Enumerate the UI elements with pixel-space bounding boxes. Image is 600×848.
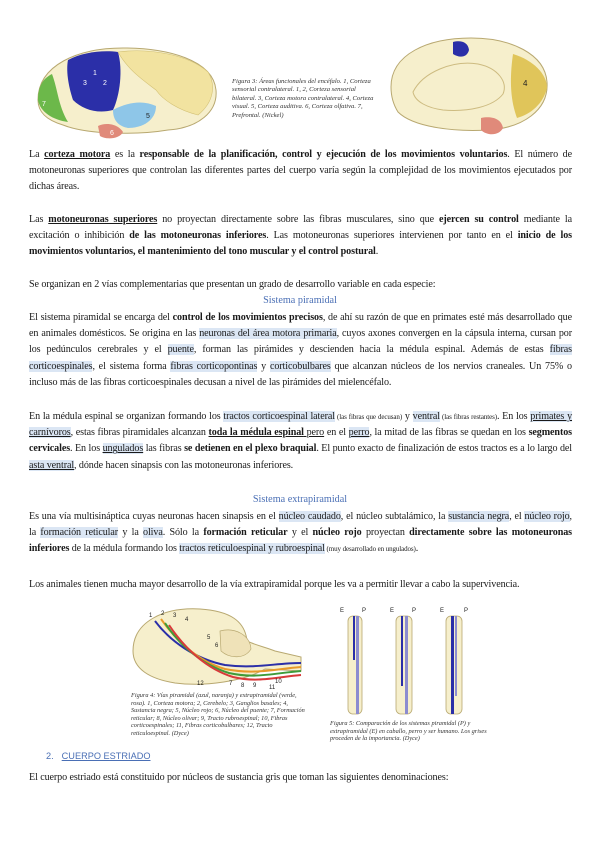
fig5-human (446, 616, 462, 714)
p5-text-16: . En los (70, 443, 103, 455)
p4-text-13: que alcanzan núcleos de los nervios craneales. Un 75% o incluso más de las fibras corticoespinales decusan a nivel de las pirámides del mielencéfalo. (29, 360, 572, 388)
p5-bold-plexo: se detienen en el plexo braquial (184, 443, 317, 455)
fig5-label-e2: E (390, 608, 395, 614)
figure-5-comparison (332, 604, 492, 718)
figure-3-caption: Figura 3: Áreas funcionales del encéfalo. 1, Corteza sensorial contralateral. 1, 2, Corteza sensorial bilateral. 3, Corteza motora contralateral. 4, Corteza visual. 5, Corteza auditiva. 6, Corteza olfativa. 7, Prefrontal. (Nickel) (232, 78, 374, 119)
p6-text-15: proyectan (361, 527, 410, 539)
p4-hl-corticoespinales: fibras corticoespinales (29, 344, 572, 372)
p1-term-corteza-motora: corteza motora (44, 149, 111, 160)
p5-text-4: y (402, 411, 413, 422)
fig4-label-3: 3 (173, 613, 177, 619)
p6-hl-oliva: oliva (143, 527, 163, 539)
p4-text-9: , el sistema forma (92, 360, 171, 372)
p5-text-20: . El punto exacto de finalización de estos tractos es a lo largo del (316, 443, 573, 455)
p6-text-7: , la (29, 511, 572, 539)
p5-small-decusan: (las fibras que decusan) (334, 413, 403, 421)
p2-text-7: . Las motoneuronas superiores intervienen por tanto en el (266, 230, 518, 242)
section-title-extrapiramidal: Sistema extrapiramidal (252, 494, 348, 505)
paragraph-cuerpo-estriado: El cuerpo estriado está constituido por núcleos de sustancia gris que toman las siguientes denominaciones: (29, 772, 449, 783)
fig4-label-10: 10 (275, 679, 282, 685)
fig3-label-6: 6 (110, 130, 114, 137)
p5-text-18: las fibras (143, 443, 185, 455)
fig5-label-p2: P (412, 608, 417, 614)
p4-text-5: , cuyos axones convergen en la cápsula interna, cursan por los pedúnculos cerebrales y el (29, 328, 573, 356)
figure-5-caption: Figura 5: Comparación de los sistemas piramidal (P) y extrapiramidal (E) en caballo, perro y ser humano. Los grises proceden de la importancia. (Dyce) (330, 720, 487, 743)
fig4-label-2: 2 (161, 611, 165, 617)
p4-hl-corticopontinas: fibras corticopontinas (170, 360, 258, 372)
p4-hl-puente: puente (167, 344, 194, 356)
p5-text-14: , la mitad de las fibras se quedan en los (369, 427, 529, 439)
area-visual (511, 54, 547, 118)
p5-bold-cervicales: segmentos cervicales (29, 427, 572, 455)
fig4-label-5: 5 (207, 635, 211, 641)
fig3-label-7: 7 (42, 101, 46, 108)
p6-small-ungulados: (muy desarrollado en ungulados) (324, 545, 416, 554)
p2-bold-inferiores: de las motoneuronas inferiores (129, 230, 267, 242)
p5-term-ungulados: ungulados (102, 443, 144, 455)
fig3-label-5: 5 (146, 113, 150, 120)
p4-text-11: y (257, 360, 270, 372)
fig5-label-e3: E (440, 608, 445, 614)
paragraph-medula-espinal (29, 409, 572, 474)
p5-small-restantes: (las fibras restantes) (439, 413, 497, 421)
p4-hl-corticobulbares: corticobulbares (269, 360, 331, 372)
p6-hl-sustancia-negra: sustancia negra (448, 511, 510, 522)
section-title-piramidal: Sistema piramidal (263, 295, 337, 306)
paragraph-corteza-motora (29, 147, 572, 196)
fig4-label-11: 11 (269, 685, 276, 691)
p2-term-motoneuronas-superiores: motoneuronas superiores (48, 214, 158, 225)
fig4-label-7: 7 (229, 681, 233, 687)
figure-3-brain-right (383, 32, 553, 142)
p6-text-5: , el (509, 511, 525, 522)
p5-text-22: , dónde hacen sinapsis con las motoneuronas inferiores. (74, 459, 294, 471)
fig5-label-p3: P (464, 608, 469, 614)
p6-hl-formacion-reticular: formación reticular (40, 527, 119, 539)
p5-text-9: , estas fibras piramidales alcanzan (70, 427, 209, 439)
p5-term-asta-ventral: asta ventral (29, 459, 75, 471)
paragraph-supervivencia: Los animales tienen mucha mayor desarrollo de la vía extrapiramidal porque les va a permitir llevar a cabo la supervivencia. (29, 579, 520, 590)
p5-term-primates: primates y carnívoros (29, 411, 573, 439)
fig5-label-p1: P (362, 608, 367, 614)
p6-text-1: Es una vía multisináptica cuyas neuronas hacen sinapsis en el (29, 511, 279, 522)
p2-bold-inicio: inicio de los movimientos voluntarios, el mantenimiento del tono muscular y el control postural (29, 230, 572, 258)
p6-text-11: . Sólo la (162, 527, 204, 539)
p6-text-13: y el (287, 527, 313, 539)
p1-text-3: es la (110, 149, 140, 160)
p5-text-12: en el (324, 427, 349, 439)
p2-text-3: no proyectan directamente sobre las fibras musculares, sino que (157, 214, 439, 225)
fig3-label-3: 3 (83, 80, 87, 87)
p6-hl-caudado: núcleo caudado (278, 511, 341, 522)
p4-text-7: , forman las pirámides y descienden hacia la médula espinal. Además de estas (193, 344, 550, 356)
paragraph-motoneuronas (29, 212, 572, 261)
fig5-dog (396, 616, 412, 714)
figure-4-caption: Figura 4: Vías piramidal (azul, naranja) y extrapiramidal (verde, rosa). 1, Corteza motora; 2, Cerebelo; 3, Ganglios basales; 4, Sustancia negra; 5, Núcleo rojo; 6, Núcleo del puente; 7, Formación reticular; 8, Núcleo olivar; 9, Tracto rubroespinal; 10, Fibras corticoespinales; 11, Fibras corticobulbares; 12, Tracto reticuloespinal. (Dyce) (131, 692, 305, 737)
p5-hl-ventral: ventral (412, 411, 440, 422)
fig4-label-9: 9 (253, 683, 257, 689)
p5-term-perro: perro (348, 427, 370, 439)
fig4-label-1: 1 (149, 613, 153, 619)
p6-text-9: y la (118, 527, 144, 539)
p6-bold-formacion: formación reticular (203, 527, 288, 539)
fig3-right-label-4: 4 (523, 79, 528, 88)
p5-u-pero: pero (303, 427, 325, 439)
p5-text-1: En la médula espinal se organizan formando los (29, 411, 224, 422)
p5-hl-tracto-lateral: tractos corticoespinal lateral (223, 411, 335, 422)
p2-text-1: Las (29, 214, 49, 225)
p1-bold-responsable: responsable de la planificación, control y ejecución de los movimientos voluntarios (139, 149, 508, 160)
paragraph-vias: Se organizan en 2 vías complementarias que presentan un grado de desarrollo variable en cada especie: (29, 279, 436, 290)
p6-hl-nucleo-rojo: núcleo rojo (524, 511, 570, 522)
p6-text-17: de la médula formando los (69, 543, 180, 555)
p1-text-1: La (29, 149, 45, 160)
fig4-label-12: 12 (197, 681, 204, 687)
figure-4-pathways (125, 601, 305, 693)
p6-bold-directamente: directamente sobre las motoneuronas inferiores (29, 527, 573, 555)
paragraph-sistema-extrapiramidal (29, 509, 572, 558)
fig4-cerebellum (220, 630, 251, 657)
p5-text-7: . En los (496, 411, 531, 422)
p2-text-9: . (375, 246, 379, 258)
heading-cuerpo-estriado (46, 751, 151, 761)
p4-bold-control: control de los movimientos precisos (172, 312, 323, 323)
p2-bold-ejercen: ejercen su control (438, 214, 519, 225)
p6-hl-tractos: tractos reticuloespinal y rubroespinal (179, 543, 325, 555)
fig3-label-2: 2 (103, 80, 107, 87)
p4-text-3: , de ahí su razón de que en primates esté más desarrollado que en animales domésticos. Se origina en las (29, 312, 572, 340)
figure-3-brain-left (28, 40, 228, 140)
p6-text-20: . (415, 543, 419, 555)
p5-bold-toda-medula: toda la médula espinal (208, 427, 304, 439)
p2-text-5: mediante la excitación o inhibición (29, 214, 572, 242)
p4-text-1: El sistema piramidal se encarga del (29, 312, 173, 323)
fig4-label-6: 6 (215, 643, 219, 649)
p4-hl-neuronas: neuronas del área motora primaria (199, 328, 337, 340)
fig4-label-8: 8 (241, 683, 245, 689)
heading-title: CUERPO ESTRIADO (61, 751, 151, 761)
fig5-label-e1: E (340, 608, 345, 614)
p6-bold-nucleo-rojo: núcleo rojo (312, 527, 362, 539)
fig3-label-1: 1 (93, 70, 97, 77)
p6-text-3: , el núcleo subtalámico, la (340, 511, 449, 522)
heading-number: 2. (46, 751, 54, 761)
paragraph-sistema-piramidal (29, 310, 572, 391)
p1-text-5: . El número de motoneuronas superiores que controlan las diferentes partes del cuerpo varía según la complejidad de los movimientos ejecutados por dichas áreas. (29, 149, 573, 193)
fig5-horse (348, 616, 362, 714)
fig4-label-4: 4 (185, 617, 189, 623)
